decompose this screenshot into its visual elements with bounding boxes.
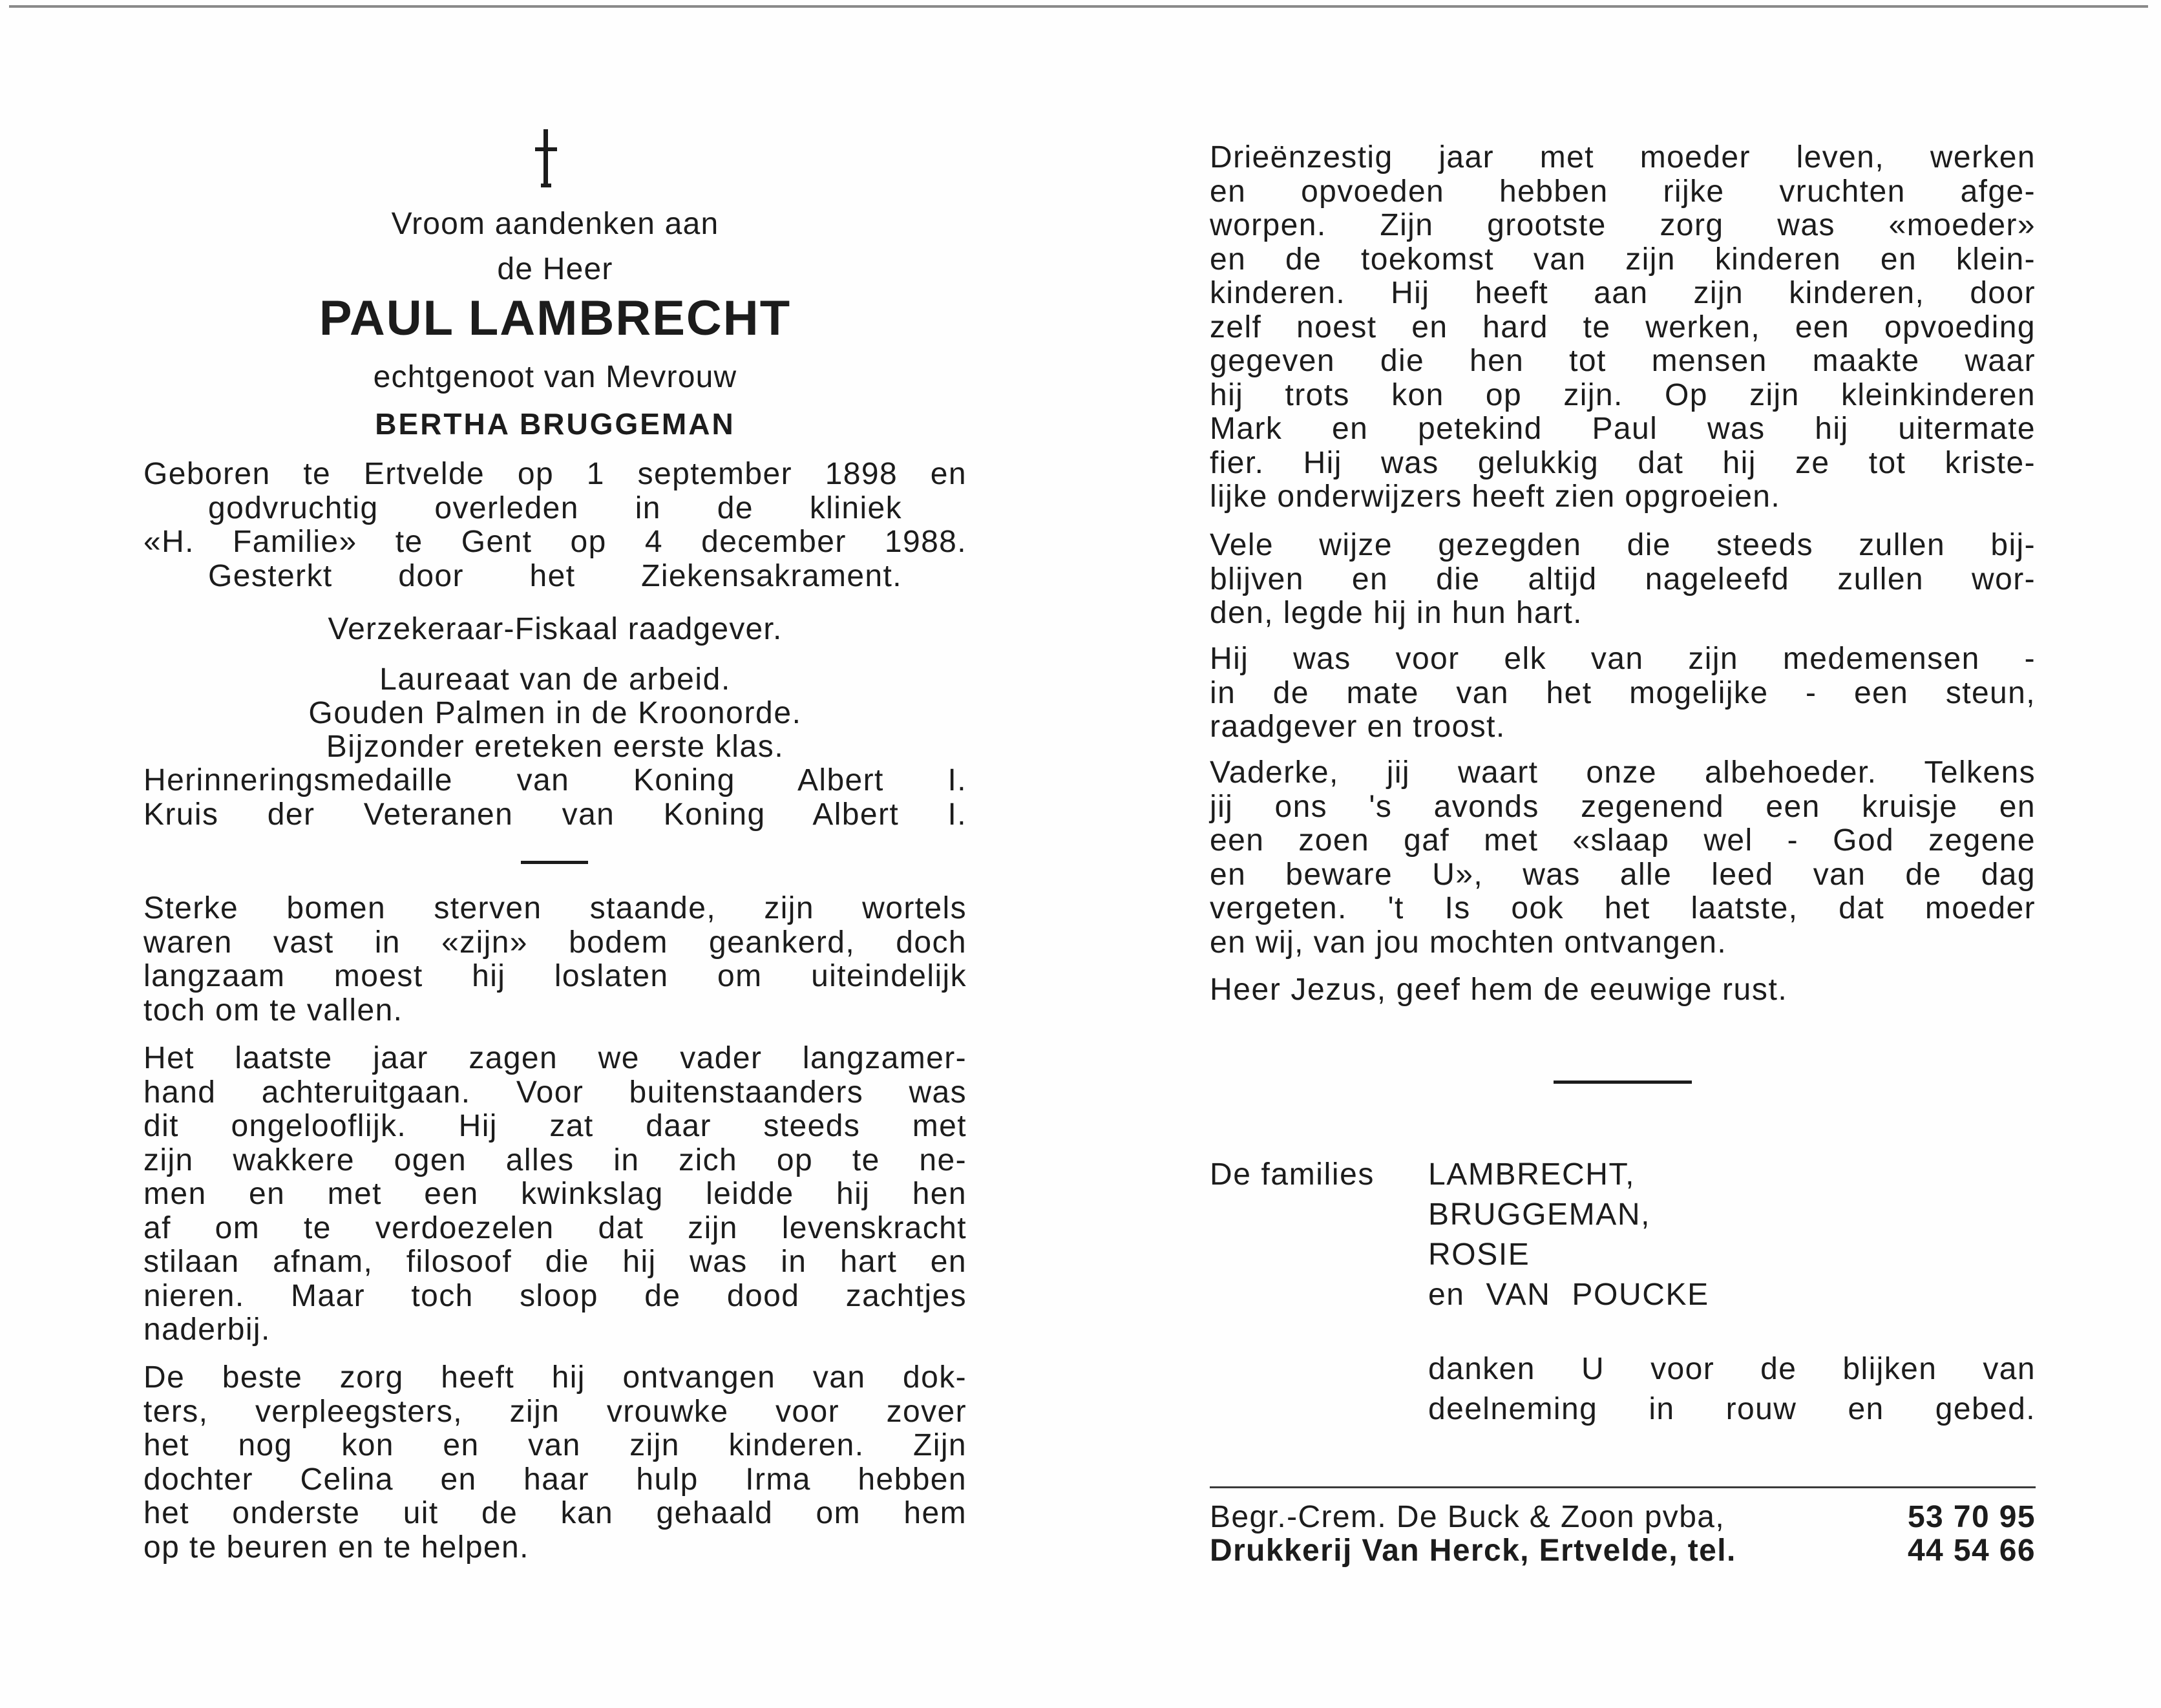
undertaker: Begr.-Crem. De Buck & Zoon pvba, xyxy=(1210,1500,1725,1534)
undertaker-phone: 53 70 95 xyxy=(1907,1500,2036,1534)
card-top-edge xyxy=(9,5,2148,8)
text-line: hand achteruitgaan. Voor buitenstaanders was xyxy=(143,1075,967,1110)
footer-printer-row xyxy=(1210,1533,2036,1568)
family-name: BRUGGEMAN, xyxy=(1428,1197,1651,1232)
honour-item: Gouden Palmen in de Kroonorde. xyxy=(308,696,802,730)
honour-item: Bijzonder ereteken eerste klas. xyxy=(326,730,785,764)
honour-item: Herinneringsmedaille van Koning Albert I. xyxy=(143,763,967,797)
text-line: het onderste uit de kan gehaald om hem xyxy=(143,1496,967,1530)
text-line: Mark en petekind Paul was hij uitermate xyxy=(1210,412,2036,446)
birth-line-2: godvruchtig overleden in de kliniek xyxy=(208,490,902,525)
right-paragraph-1 xyxy=(1210,141,2036,514)
printer: Drukkerij Van Herck, Ertvelde, tel. xyxy=(1210,1534,1736,1568)
text-line: en beware U», was alle leed van de dag xyxy=(1210,857,2036,892)
family-name: LAMBRECHT, xyxy=(1428,1157,1636,1192)
text-line: den, legde hij in hun hart. xyxy=(1210,596,1583,630)
text-line: nieren. Maar toch sloop de dood zachtjes xyxy=(143,1278,967,1313)
profession: Verzekeraar-Fiskaal raadgever. xyxy=(328,612,783,646)
text-line: af om te verdoezelen dat zijn levenskracht xyxy=(143,1210,967,1245)
text-line: waren vast in «zijn» bodem geankerd, doch xyxy=(143,925,967,960)
text-line: Hij was voor elk van zijn medemensen - xyxy=(1210,642,2036,676)
spouse-intro: echtgenoot van Mevrouw xyxy=(373,360,737,394)
separator-dash-right xyxy=(1554,1081,1692,1084)
right-paragraph-2 xyxy=(1210,529,2036,631)
text-line: lijke onderwijzers heeft zien opgroeien. xyxy=(1210,480,1781,514)
birth-line-3: «H. Familie» te Gent op 4 december 1988. xyxy=(143,525,967,559)
text-line: en opvoeden hebben rijke vruchten afge- xyxy=(1210,174,2036,209)
text-line: blijven en die altijd nageleefd zullen wor- xyxy=(1210,562,2036,596)
text-line: De beste zorg heeft hij ontvangen van dok- xyxy=(143,1360,967,1395)
text-line: een zoen gaf met «slaap wel - God zegene xyxy=(1210,823,2036,858)
text-line: en de toekomst van zijn kinderen en klein- xyxy=(1210,242,2036,277)
header-block xyxy=(143,202,967,292)
honours-block xyxy=(143,663,967,832)
text-line: op te beuren en te helpen. xyxy=(143,1530,529,1565)
birth-death-block xyxy=(143,458,967,593)
families-intro: De families xyxy=(1210,1157,1375,1192)
right-paragraph-4 xyxy=(1210,756,2036,960)
text-line: raadgever en troost. xyxy=(1210,710,1506,744)
birth-line-1: Geboren te Ertvelde op 1 september 1898 en xyxy=(143,457,967,491)
text-line: stilaan afnam, filosoof die hij was in hart en xyxy=(143,1245,967,1279)
text-line: zelf noest en hard te werken, een opvoeding xyxy=(1210,310,2036,344)
family-name: en VAN POUCKE xyxy=(1428,1278,1709,1312)
text-line: kinderen. Hij heeft aan zijn kinderen, door xyxy=(1210,276,2036,310)
left-paragraph-1 xyxy=(143,892,967,1028)
text-line: dochter Celina en haar hulp Irma hebben xyxy=(143,1462,967,1497)
spouse-name: BERTHA BRUGGEMAN xyxy=(375,407,735,441)
text-line: Vaderke, jij waart onze albehoeder. Telkens xyxy=(1210,755,2036,790)
text-line: worpen. Zijn grootste zorg was «moeder» xyxy=(1210,208,2036,242)
text-line: Sterke bomen sterven staande, zijn wortels xyxy=(143,891,967,925)
left-paragraph-2 xyxy=(143,1042,967,1347)
cross-icon xyxy=(532,129,558,194)
text-line: het nog kon en van zijn kinderen. Zijn xyxy=(143,1428,967,1462)
printer-phone: 44 54 66 xyxy=(1907,1534,2036,1568)
text-line: Drieënzestig jaar met moeder leven, werken xyxy=(1210,140,2036,174)
title-heer: de Heer xyxy=(497,252,613,286)
text-line: hij trots kon op zijn. Op zijn kleinkinderen xyxy=(1210,377,2036,412)
separator-dash xyxy=(521,861,588,864)
text-line: langzaam moest hij loslaten om uiteindelijk xyxy=(143,959,967,993)
honour-item: Kruis der Veteranen van Koning Albert I. xyxy=(143,797,967,832)
text-line: naderbij. xyxy=(143,1313,271,1347)
text-line: men en met een kwinkslag leidde hij hen xyxy=(143,1177,967,1211)
deceased-name: PAUL LAMBRECHT xyxy=(319,291,792,346)
footer-undertaker-row xyxy=(1210,1499,2036,1535)
family-name: ROSIE xyxy=(1428,1238,1530,1272)
text-line: en wij, van jou mochten ontvangen. xyxy=(1210,925,1727,960)
footer-rule xyxy=(1210,1486,2036,1488)
text-line: jij ons 's avonds zegenend een kruisje en xyxy=(1210,789,2036,824)
memorial-intro: Vroom aandenken aan xyxy=(391,207,719,241)
text-line: ters, verpleegsters, zijn vrouwke voor zover xyxy=(143,1394,967,1429)
text-line: toch om te vallen. xyxy=(143,993,403,1028)
thanks-block xyxy=(1428,1349,2036,1429)
text-line: in de mate van het mogelijke - een steun, xyxy=(1210,675,2036,710)
text-line: gegeven die hen tot mensen maakte waar xyxy=(1210,344,2036,378)
text-line: zijn wakkere ogen alles in zich op te ne- xyxy=(143,1143,967,1177)
text-line: Het laatste jaar zagen we vader langzamer- xyxy=(143,1041,967,1075)
prayer: Heer Jezus, geef hem de eeuwige rust. xyxy=(1210,973,1788,1007)
text-line: Vele wijze gezegden die steeds zullen bij- xyxy=(1210,528,2036,562)
right-paragraph-3 xyxy=(1210,642,2036,744)
text-line: vergeten. 't Is ook het laatste, dat moeder xyxy=(1210,891,2036,925)
thanks-line: deelneming in rouw en gebed. xyxy=(1428,1392,2036,1426)
text-line: fier. Hij was gelukkig dat hij ze tot kriste- xyxy=(1210,445,2036,480)
left-paragraph-3 xyxy=(143,1361,967,1565)
honour-item: Laureaat van de arbeid. xyxy=(379,662,731,697)
thanks-line: danken U voor de blijken van xyxy=(1428,1352,2036,1386)
birth-line-4: Gesterkt door het Ziekensakrament. xyxy=(208,558,902,593)
text-line: dit ongelooflijk. Hij zat daar steeds met xyxy=(143,1109,967,1143)
